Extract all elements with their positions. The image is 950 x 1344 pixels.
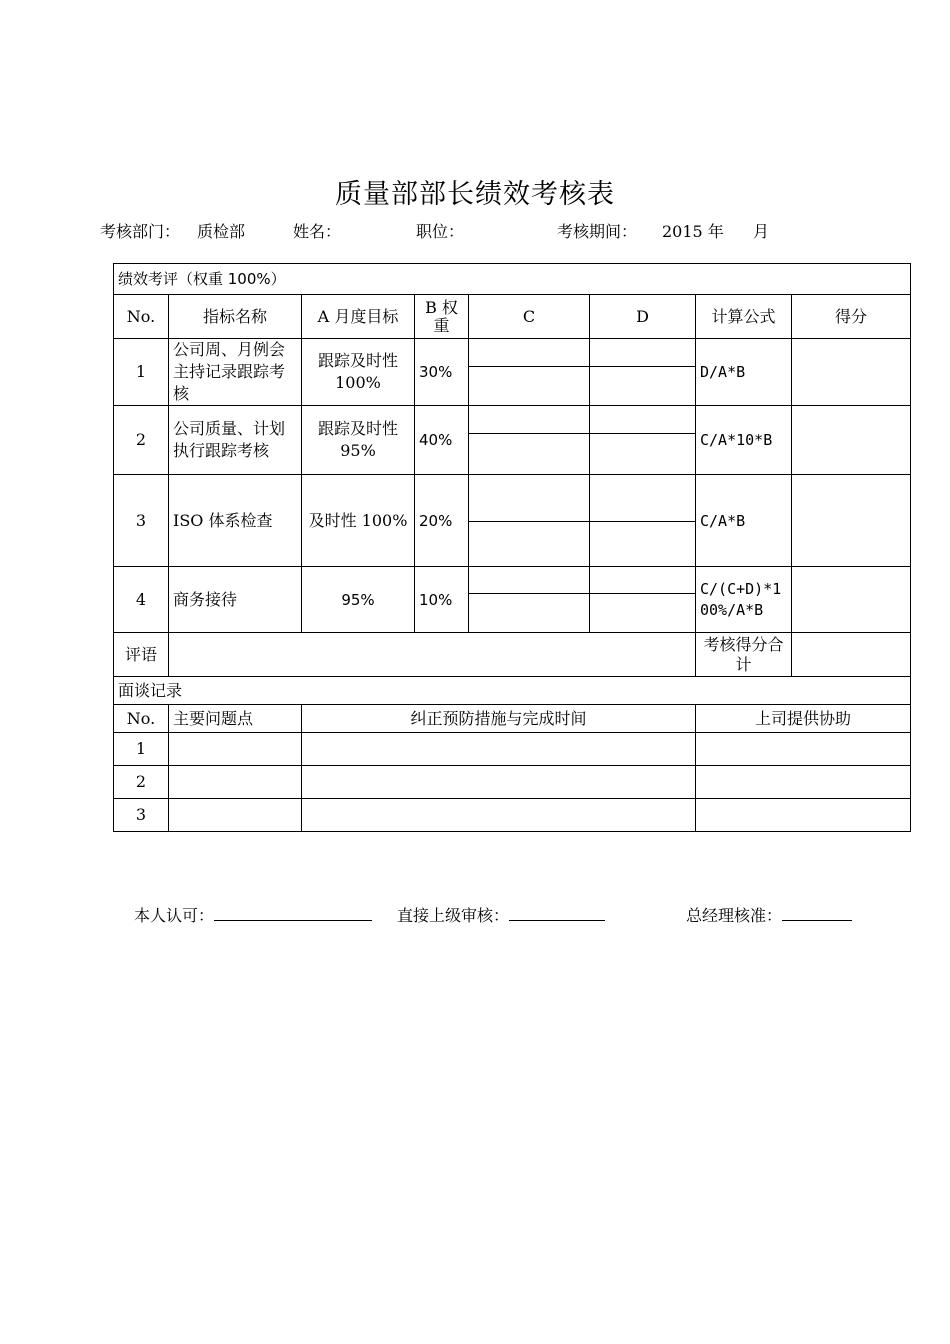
interview-row-2-no: 2 <box>114 766 169 799</box>
row-1-name: 公司周、月例会主持记录跟踪考核 <box>169 339 302 406</box>
row-2-weight: 40% <box>415 406 469 475</box>
gm-approval <box>686 903 852 926</box>
row-1-weight: 30% <box>415 339 469 406</box>
page-title: 质量部部长绩效考核表 <box>335 179 615 210</box>
row-1-score[interactable] <box>792 339 911 406</box>
interview-row-3-support[interactable] <box>696 799 911 832</box>
row-3-d-cell-b[interactable] <box>590 522 696 567</box>
dept-value: 质检部 <box>197 222 246 241</box>
self-approval-label: 本人认可： <box>134 906 215 925</box>
row-2-name: 公司质量、计划执行跟踪考核 <box>169 406 302 475</box>
position-label: 职位： <box>416 222 465 241</box>
row-1-target: 跟踪及时性 100% <box>302 339 415 406</box>
interview-row-3-action[interactable] <box>302 799 696 832</box>
row-4-target: 95% <box>302 567 415 633</box>
row-4-c-cell-a[interactable] <box>469 567 590 594</box>
interview-row-1-action[interactable] <box>302 733 696 766</box>
row-2-no: 2 <box>114 406 169 475</box>
row-4-d-cell-b[interactable] <box>590 594 696 633</box>
row-1-c-cell-a[interactable] <box>469 339 590 367</box>
row-3-weight: 20% <box>415 475 469 567</box>
supervisor-review-line[interactable] <box>509 904 605 921</box>
interview-row-1-no: 1 <box>114 733 169 766</box>
row-3-name: ISO 体系检查 <box>169 475 302 567</box>
header-weight: B 权重 <box>415 295 469 339</box>
row-2-score[interactable] <box>792 406 911 475</box>
interview-row-3-no: 3 <box>114 799 169 832</box>
row-4-weight: 10% <box>415 567 469 633</box>
row-1-formula: D/A*B <box>696 339 792 406</box>
gm-approval-label: 总经理核准： <box>686 906 783 925</box>
row-2-d-cell-a[interactable] <box>590 406 696 434</box>
row-3-c-cell-a[interactable] <box>469 475 590 522</box>
interview-title: 面谈记录 <box>114 677 911 705</box>
header-target: A 月度目标 <box>302 295 415 339</box>
row-1-d-cell-a[interactable] <box>590 339 696 367</box>
interview-row-2-action[interactable] <box>302 766 696 799</box>
interview-row-2-issue[interactable] <box>169 766 302 799</box>
comment-field[interactable] <box>169 633 696 677</box>
row-1-d-cell-b[interactable] <box>590 367 696 406</box>
period-year: 2015 年 <box>662 222 724 241</box>
header-c: C <box>469 295 590 339</box>
period-label: 考核期间： <box>557 222 638 241</box>
total-score-label: 考核得分合计 <box>696 633 792 677</box>
row-2-formula: C/A*10*B <box>696 406 792 475</box>
interview-row-1-issue[interactable] <box>169 733 302 766</box>
interview-header-action: 纠正预防措施与完成时间 <box>302 705 696 733</box>
interview-header-support: 上司提供协助 <box>696 705 911 733</box>
row-3-target: 及时性 100% <box>302 475 415 567</box>
row-2-c-cell-a[interactable] <box>469 406 590 434</box>
header-no: No. <box>114 295 169 339</box>
gm-approval-line[interactable] <box>782 904 852 921</box>
header-score: 得分 <box>792 295 911 339</box>
total-score-field[interactable] <box>792 633 911 677</box>
row-4-score[interactable] <box>792 567 911 633</box>
row-4-name: 商务接待 <box>169 567 302 633</box>
interview-row-2-support[interactable] <box>696 766 911 799</box>
self-approval <box>134 903 372 926</box>
row-1-no: 1 <box>114 339 169 406</box>
name-label: 姓名： <box>293 222 342 241</box>
row-3-no: 3 <box>114 475 169 567</box>
row-4-formula: C/(C+D)*100%/A*B <box>696 567 792 633</box>
row-2-target: 跟踪及时性 95% <box>302 406 415 475</box>
header-name: 指标名称 <box>169 295 302 339</box>
section-title: 绩效考评（权重 100%） <box>114 264 911 295</box>
assessment-table <box>113 263 911 832</box>
row-4-d-cell-a[interactable] <box>590 567 696 594</box>
row-3-d-cell-a[interactable] <box>590 475 696 522</box>
interview-row-3-issue[interactable] <box>169 799 302 832</box>
supervisor-review-label: 直接上级审核： <box>397 906 510 925</box>
row-3-c-cell-b[interactable] <box>469 522 590 567</box>
row-4-no: 4 <box>114 567 169 633</box>
supervisor-review <box>397 903 605 926</box>
row-3-score[interactable] <box>792 475 911 567</box>
period-month: 月 <box>753 222 770 241</box>
row-2-c-cell-b[interactable] <box>469 434 590 475</box>
row-4-c-cell-b[interactable] <box>469 594 590 633</box>
interview-row-1-support[interactable] <box>696 733 911 766</box>
comment-label: 评语 <box>114 633 169 677</box>
row-3-formula: C/A*B <box>696 475 792 567</box>
row-2-d-cell-b[interactable] <box>590 434 696 475</box>
row-1-c-cell-b[interactable] <box>469 367 590 406</box>
interview-header-issue: 主要问题点 <box>169 705 302 733</box>
interview-header-no: No. <box>114 705 169 733</box>
self-approval-line[interactable] <box>214 904 372 921</box>
dept-label: 考核部门： <box>100 222 181 241</box>
header-d: D <box>590 295 696 339</box>
header-formula: 计算公式 <box>696 295 792 339</box>
